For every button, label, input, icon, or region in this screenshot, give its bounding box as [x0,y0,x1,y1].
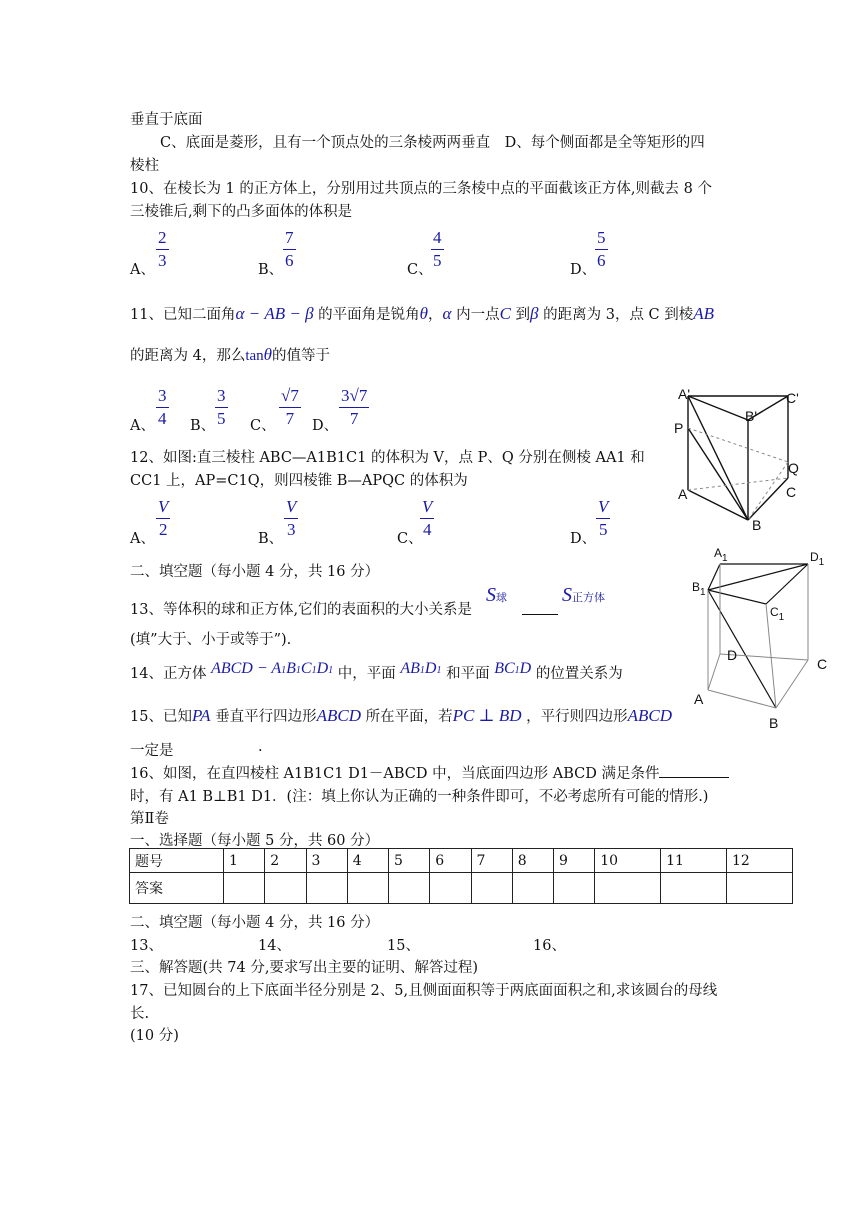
fraction: $\frac{3√7}{7}$ [341,386,368,428]
figure-label: C' [786,390,799,406]
figure-label: $B_1$ [692,580,706,598]
question-13: 13、等体积的球和正方体,它们的表面积的大小关系是 [130,602,473,618]
question-10: 10、在棱长为 1 的正方体上，分别用过共顶点的三条棱中点的平面截该正方体,则截去 8 个 [130,181,712,197]
question-12: 12、如图:直三棱柱 ABC—A1B1C1 的体积为 V，点 P、Q 分别在侧棱 AA1 和 [130,450,645,466]
table-cell: 12 [727,849,793,873]
table-cell: 5 [389,849,430,873]
answer-table [129,848,793,904]
answer-cell[interactable] [430,873,471,904]
figure-label: A [694,691,704,707]
table-header: 答案 [130,873,224,904]
math-s-sphere: S球 [486,584,507,606]
figure-label: B [769,715,779,731]
table-cell: 6 [430,849,471,873]
table-cell: 3 [306,849,347,873]
table-cell: 10 [595,849,661,873]
figure-label: A [678,486,688,502]
fraction: $\frac{5}{6}$ [597,228,606,270]
fraction: $\frac{7}{6}$ [285,228,294,270]
question-13-cont: (填”大于、小于或等于”). [130,632,292,648]
option-label: C、 [250,418,276,434]
answer-cell[interactable] [265,873,306,904]
figure-label: Q [788,460,799,476]
figure-label: D [727,647,738,663]
figure-label: $D_1$ [810,550,825,568]
text-line: 垂直于底面 [130,112,203,128]
volume-heading: 第Ⅱ卷 [130,811,169,827]
table-cell: 11 [661,849,727,873]
fill-label: 14、 [258,938,291,954]
answer-cell[interactable] [306,873,347,904]
question-16-cont: 时，有 A1 B⊥B1 D1．(注：填上你认为正确的一种条件即可，不必考虑所有可能的情形.) [130,789,709,805]
option-label: A、 [130,262,155,278]
question-11: 11、已知二面角α − AB − β 的平面角是锐角θ，α 内一点C 到β 的距离为 3，点 C 到棱AB [130,304,715,323]
figure-label: C [817,656,828,672]
text-line: C、底面是菱形，且有一个顶点处的三条棱两两垂直 D、每个侧面都是全等矩形的四 [160,135,705,151]
figure-label: P [674,420,684,436]
math-s-cube: S正方体 [562,584,605,606]
answer-cell[interactable] [389,873,430,904]
answer-cell[interactable] [347,873,388,904]
section-heading: 二、填空题（每小题 4 分，共 16 分） [130,564,380,580]
fraction: $\frac{V}{3}$ [286,497,297,539]
prism-figure-2 [690,550,820,720]
figure-label: C [786,484,797,500]
option-label: D、 [570,262,597,278]
fraction: $\frac{V}{2}$ [158,497,169,539]
fraction: $\frac{V}{4}$ [422,497,433,539]
option-label: D、 [570,531,597,547]
option-label: D、 [312,418,339,434]
answer-cell[interactable] [224,873,265,904]
figure-label: B [752,517,762,533]
answer-cell[interactable] [595,873,661,904]
section-heading: 二、填空题（每小题 4 分，共 16 分） [130,915,380,931]
fraction: $\frac{V}{5}$ [598,497,609,539]
fill-label: 16、 [533,938,566,954]
fraction: $\frac{3}{4}$ [158,386,167,428]
table-header: 题号 [130,849,224,873]
answer-cell[interactable] [471,873,512,904]
option-label: A、 [130,418,155,434]
question-15-cont: 一定是 [130,743,174,759]
question-11-cont: 的距离为 4，那么tanθ的值等于 [130,345,331,364]
figure-label: $C_1$ [770,605,785,623]
option-label: B、 [258,531,284,547]
blank-line [522,600,558,615]
question-17: 17、已知圆台的上下底面半径分别是 2、5,且侧面面积等于两底面面积之和,求该圆台的母线 [130,983,718,999]
section-heading: 三、解答题(共 74 分,要求写出主要的证明、解答过程) [130,960,479,976]
question-16: 16、如图，在直四棱柱 A1B1C1 D1－ABCD 中，当底面四边形 ABCD 满足条件 [130,762,729,783]
table-cell: 8 [512,849,553,873]
text-line: 棱柱 [130,158,159,174]
fill-label: 15、 [387,938,420,954]
option-label: C、 [407,262,433,278]
option-label: A、 [130,531,155,547]
answer-cell[interactable] [512,873,553,904]
table-cell: 9 [554,849,595,873]
table-cell: 7 [471,849,512,873]
figure-label: A' [678,386,691,402]
fraction: $\frac{3}{5}$ [217,386,226,428]
section-heading: 一、选择题（每小题 5 分，共 60 分） [130,833,380,849]
question-14: 14、正方体 ABCD − A1B1C1D1 中，平面 AB1D1 和平面 BC1D 的位置关系为 [130,660,623,682]
answer-cell[interactable] [554,873,595,904]
answer-cell[interactable] [661,873,727,904]
question-12-cont: CC1 上，AP=C1Q，则四棱锥 B—APQC 的体积为 [130,473,468,489]
table-cell: 4 [347,849,388,873]
option-label: B、 [190,418,216,434]
question-17-score: (10 分) [130,1028,179,1044]
figure-label: $A_1$ [714,546,728,564]
option-label: C、 [397,531,423,547]
table-cell: 2 [265,849,306,873]
fraction: $\frac{2}{3}$ [158,228,167,270]
answer-cell[interactable] [727,873,793,904]
option-label: B、 [258,262,284,278]
question-15: 15、已知PA 垂直平行四边形ABCD 所在平面，若PC ⊥ BD ，平行则四边形ABCD [130,706,673,725]
table-cell: 1 [224,849,265,873]
figure-label: B' [745,408,758,424]
question-17-cont: 长. [130,1006,150,1022]
fraction: $\frac{√7}{7}$ [281,386,299,428]
fill-label: 13、 [130,938,163,954]
fraction: $\frac{4}{5}$ [433,228,442,270]
question-10-cont: 三棱锥后,剩下的凸多面体的体积是 [130,204,353,220]
period: . [258,739,263,755]
